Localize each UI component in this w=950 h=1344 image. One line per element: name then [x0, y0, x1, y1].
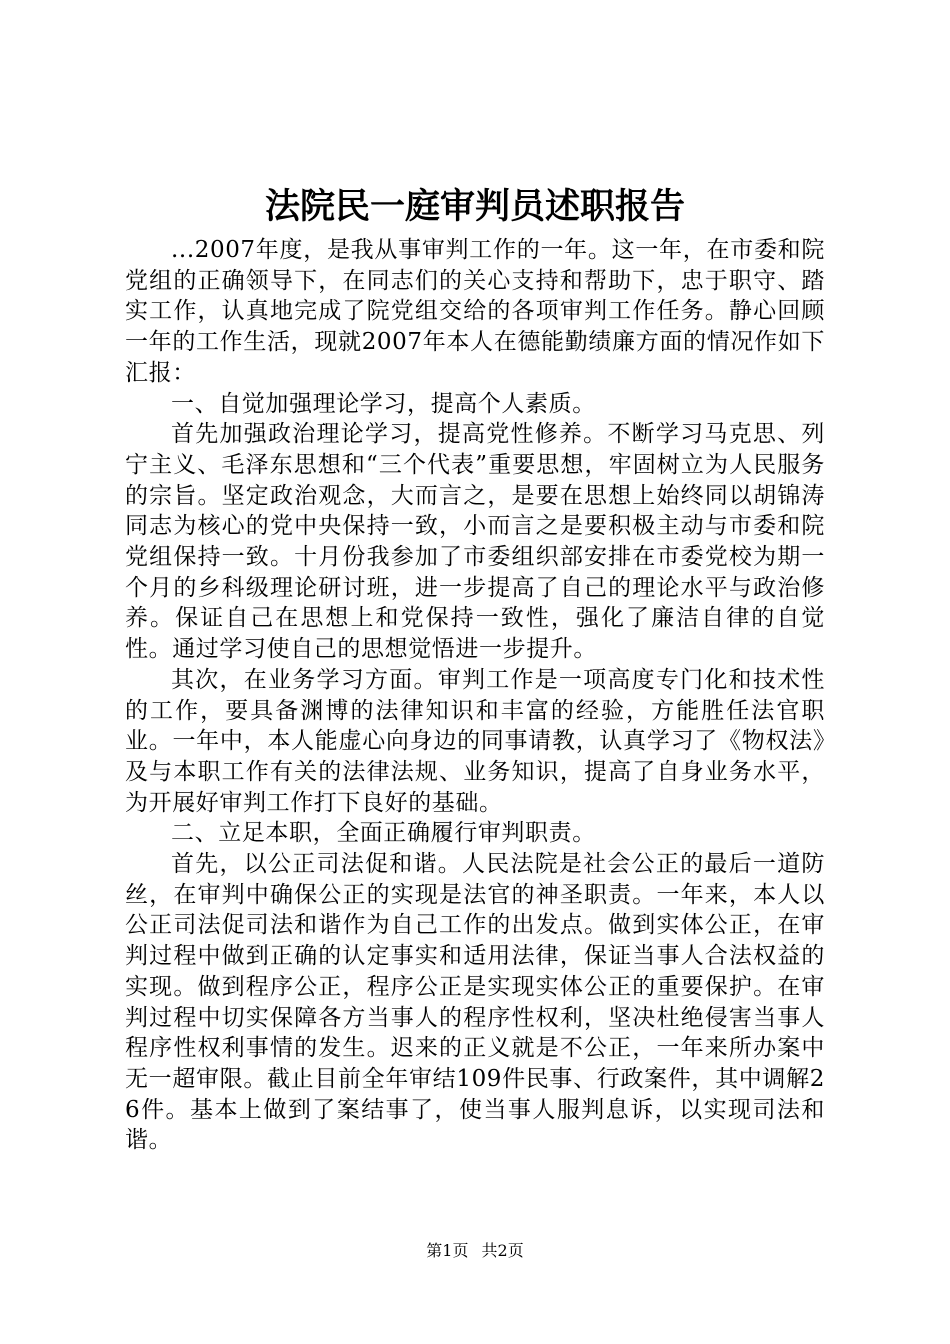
document-title: 法院民一庭审判员述职报告: [264, 186, 685, 227]
section-heading-1: 一、自觉加强理论学习，提高个人素质。: [171, 390, 596, 417]
paragraph-fair-justice: 首先，以公正司法促和谐。人民法院是社会公正的最后一道防丝，在审判中确保公正的实现是法官的神圣职责。一年来，本人以公正司法促司法和谐作为自己工作的出发点。做到实体公正，在审判过程中做到正确的认定事实和适用法律，保证当事人合法权益的实现。做到程序公正，程序公正是实现实体公正的重要保护。在审判过程中切实保障各方当事人的程序性权利，坚决杜绝侵害当事人程序性权利事情的发生。迟来的正义就是不公正，一年来所办案中无一超审限。截止目前全年审结109件民事、行政案件，其中调解26件。基本上做到了案结事了，使当事人服判息诉，以实现司法和谐。: [125, 851, 825, 1154]
page-total: 共2页: [481, 1241, 524, 1260]
document-body: [125, 235, 825, 1156]
paragraph-intro: ...2007年度，是我从事审判工作的一年。这一年，在市委和院党组的正确领导下，在同志们的关心支持和帮助下，忠于职守、踏实工作，认真地完成了院党组交给的各项审判工作任务。静心回顾一年的工作生活，现就2007年本人在德能勤绩廉方面的情况作如下汇报：: [125, 237, 825, 386]
paragraph-business-study: 其次，在业务学习方面。审判工作是一项高度专门化和技术性的工作，要具备渊博的法律知识和丰富的经验，方能胜任法官职业。一年中，本人能虚心向身边的同事请教，认真学习了《物权法》及与本职工作有关的法律法规、业务知识，提高了自身业务水平，为开展好审判工作打下良好的基础。: [125, 666, 825, 816]
page-number: 第1页: [426, 1241, 469, 1260]
section-heading-2: 二、立足本职，全面正确履行审判职责。: [171, 820, 596, 847]
page-footer: [0, 1240, 950, 1262]
paragraph-political-study: 首先加强政治理论学习，提高党性修养。不断学习马克思、列宁主义、毛泽东思想和“三个代表”重要思想，牢固树立为人民服务的宗旨。坚定政治观念，大而言之，是要在思想上始终同以胡锦涛同志为核心的党中央保持一致，小而言之是要积极主动与市委和院党组保持一致。十月份我参加了市委组织部安排在市委党校为期一个月的乡科级理论研讨班，进一步提高了自己的理论水平与政治修养。保证自己在思想上和党保持一致性，强化了廉洁自律的自觉性。通过学习使自己的思想觉悟进一步提升。: [125, 421, 825, 663]
